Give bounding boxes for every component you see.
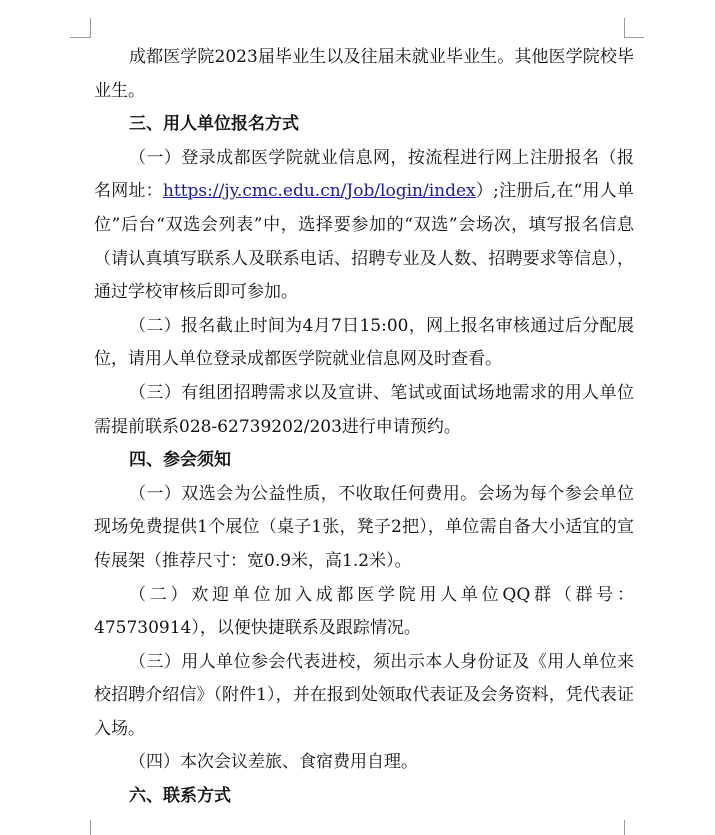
margin-corner-mark bbox=[624, 37, 644, 39]
paragraph-online-registration bbox=[94, 142, 634, 310]
margin-corner-mark bbox=[88, 18, 91, 38]
paragraph-deadline: （二）报名截止时间为4月7日15:00，网上报名审核通过后分配展位，请用人单位登录成都医学院就业信息网及时查看。 bbox=[94, 315, 634, 370]
margin-corner-mark bbox=[88, 820, 91, 835]
paragraph-entry-requirements: （三）用人单位参会代表进校，须出示本人身份证及《用人单位来校招聘介绍信》（附件1），并在报到处领取代表证及会务资料，凭代表证入场。 bbox=[94, 651, 634, 739]
heading-contact: 六、联系方式 bbox=[129, 786, 231, 807]
margin-corner-mark bbox=[70, 37, 90, 39]
margin-corner-mark bbox=[624, 18, 626, 38]
paragraph-expenses: （四）本次会议差旅、食宿费用自理。 bbox=[129, 752, 418, 773]
paragraph-text: ）;注册后,在“用人单位”后台“双选会列表”中，选择要参加的“双选”会场次，填写报名信息（请认真填写联系人及联系电话、招聘专业及人数、招聘要求等信息），通过学校审核后即可参加。 bbox=[94, 181, 634, 303]
registration-url-link[interactable]: https://jy.cmc.edu.cn/Job/login/index bbox=[162, 181, 476, 202]
paragraph-eligibility: 成都医学院2023届毕业生以及往届未就业毕业生。其他医学院校毕业生。 bbox=[94, 47, 634, 101]
paragraph-qq-group: （二）欢迎单位加入成都医学院用人单位QQ群（群号：475730914），以便快捷联系及跟踪情况。 bbox=[94, 584, 634, 639]
paragraph-text: （一）登录成都医学院就业信息网，按流程进行网上注册报名（报名网址： bbox=[94, 147, 634, 202]
heading-participation-notes: 四、参会须知 bbox=[129, 450, 231, 471]
margin-corner-mark bbox=[624, 820, 626, 835]
paragraph-free-booth: （一）双选会为公益性质，不收取任何费用。会场为每个参会单位现场免费提供1个展位（桌子1张，凳子2把），单位需自备大小适宜的宣传展架（推荐尺寸：宽0.9米，高1.2米）。 bbox=[94, 483, 634, 571]
heading-registration: 三、用人单位报名方式 bbox=[129, 114, 299, 135]
document-body bbox=[94, 41, 634, 814]
paragraph-group-recruitment: （三）有组团招聘需求以及宣讲、笔试或面试场地需求的用人单位需提前联系028-62739202/203进行申请预约。 bbox=[94, 382, 634, 437]
